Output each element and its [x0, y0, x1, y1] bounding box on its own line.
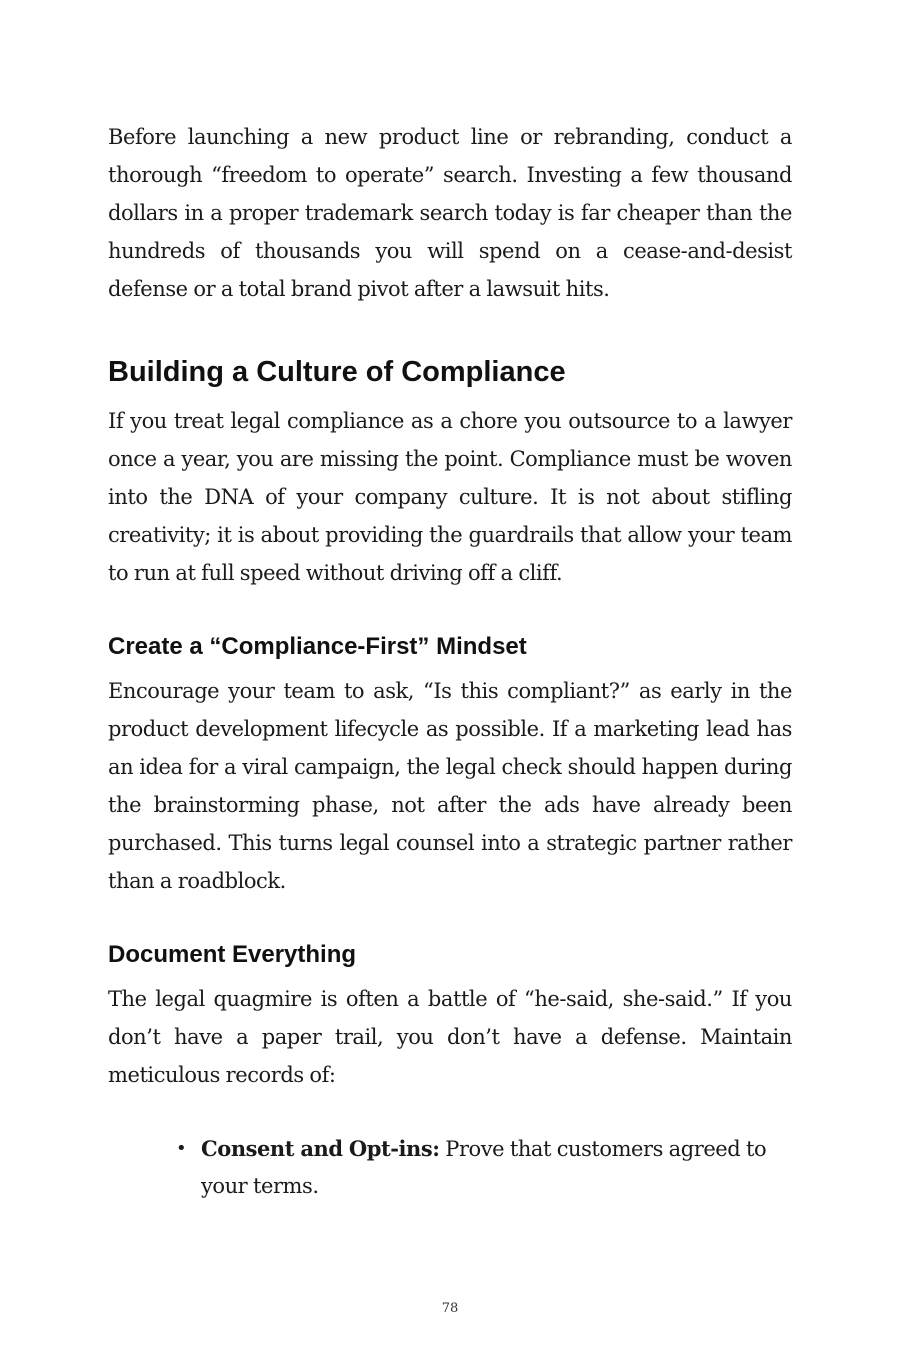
bullet-term: Consent and Opt-ins: [201, 1136, 440, 1161]
bullet-dot-icon: • [176, 1138, 187, 1159]
list-item [176, 1130, 792, 1205]
page-content [108, 118, 792, 1205]
records-list [108, 1130, 792, 1205]
culture-paragraph: If you treat legal compliance as a chore you outsource to a lawyer once a year, you are missing the point. Compliance must be woven into the DNA of your company culture. It is not about stifling creativity; it is about providing the guardrails that allow your team to run at full speed without driving off a cliff. [108, 409, 792, 585]
intro-paragraph: Before launching a new product line or rebranding, conduct a thorough “freedom to operate” search. Investing a few thousand dollars in a proper trademark search today is far cheaper than the hundreds of thousands you will spend on a cease-and-desist defense or a total brand pivot after a lawsuit hits. [108, 125, 792, 301]
document-paragraph: The legal quagmire is often a battle of “he-said, she-said.” If you don’t have a paper trail, you don’t have a defense. Maintain meticulous records of: [108, 987, 792, 1087]
mindset-paragraph: Encourage your team to ask, “Is this compliant?” as early in the product development lifecycle as possible. If a marketing lead has an idea for a viral campaign, the legal check should happen during the brainstorming phase, not after the ads have already been purchased. This turns legal counsel into a strategic partner rather than a roadblock. [108, 679, 792, 893]
subsection-heading-document: Document Everything [108, 941, 357, 968]
subsection-heading-mindset: Create a “Compliance-First” Mindset [108, 633, 527, 660]
page-number: 78 [441, 1301, 459, 1316]
section-heading-culture: Building a Culture of Compliance [108, 356, 566, 388]
bullet-text: Prove that customers agreed to your terms. [201, 1137, 767, 1198]
